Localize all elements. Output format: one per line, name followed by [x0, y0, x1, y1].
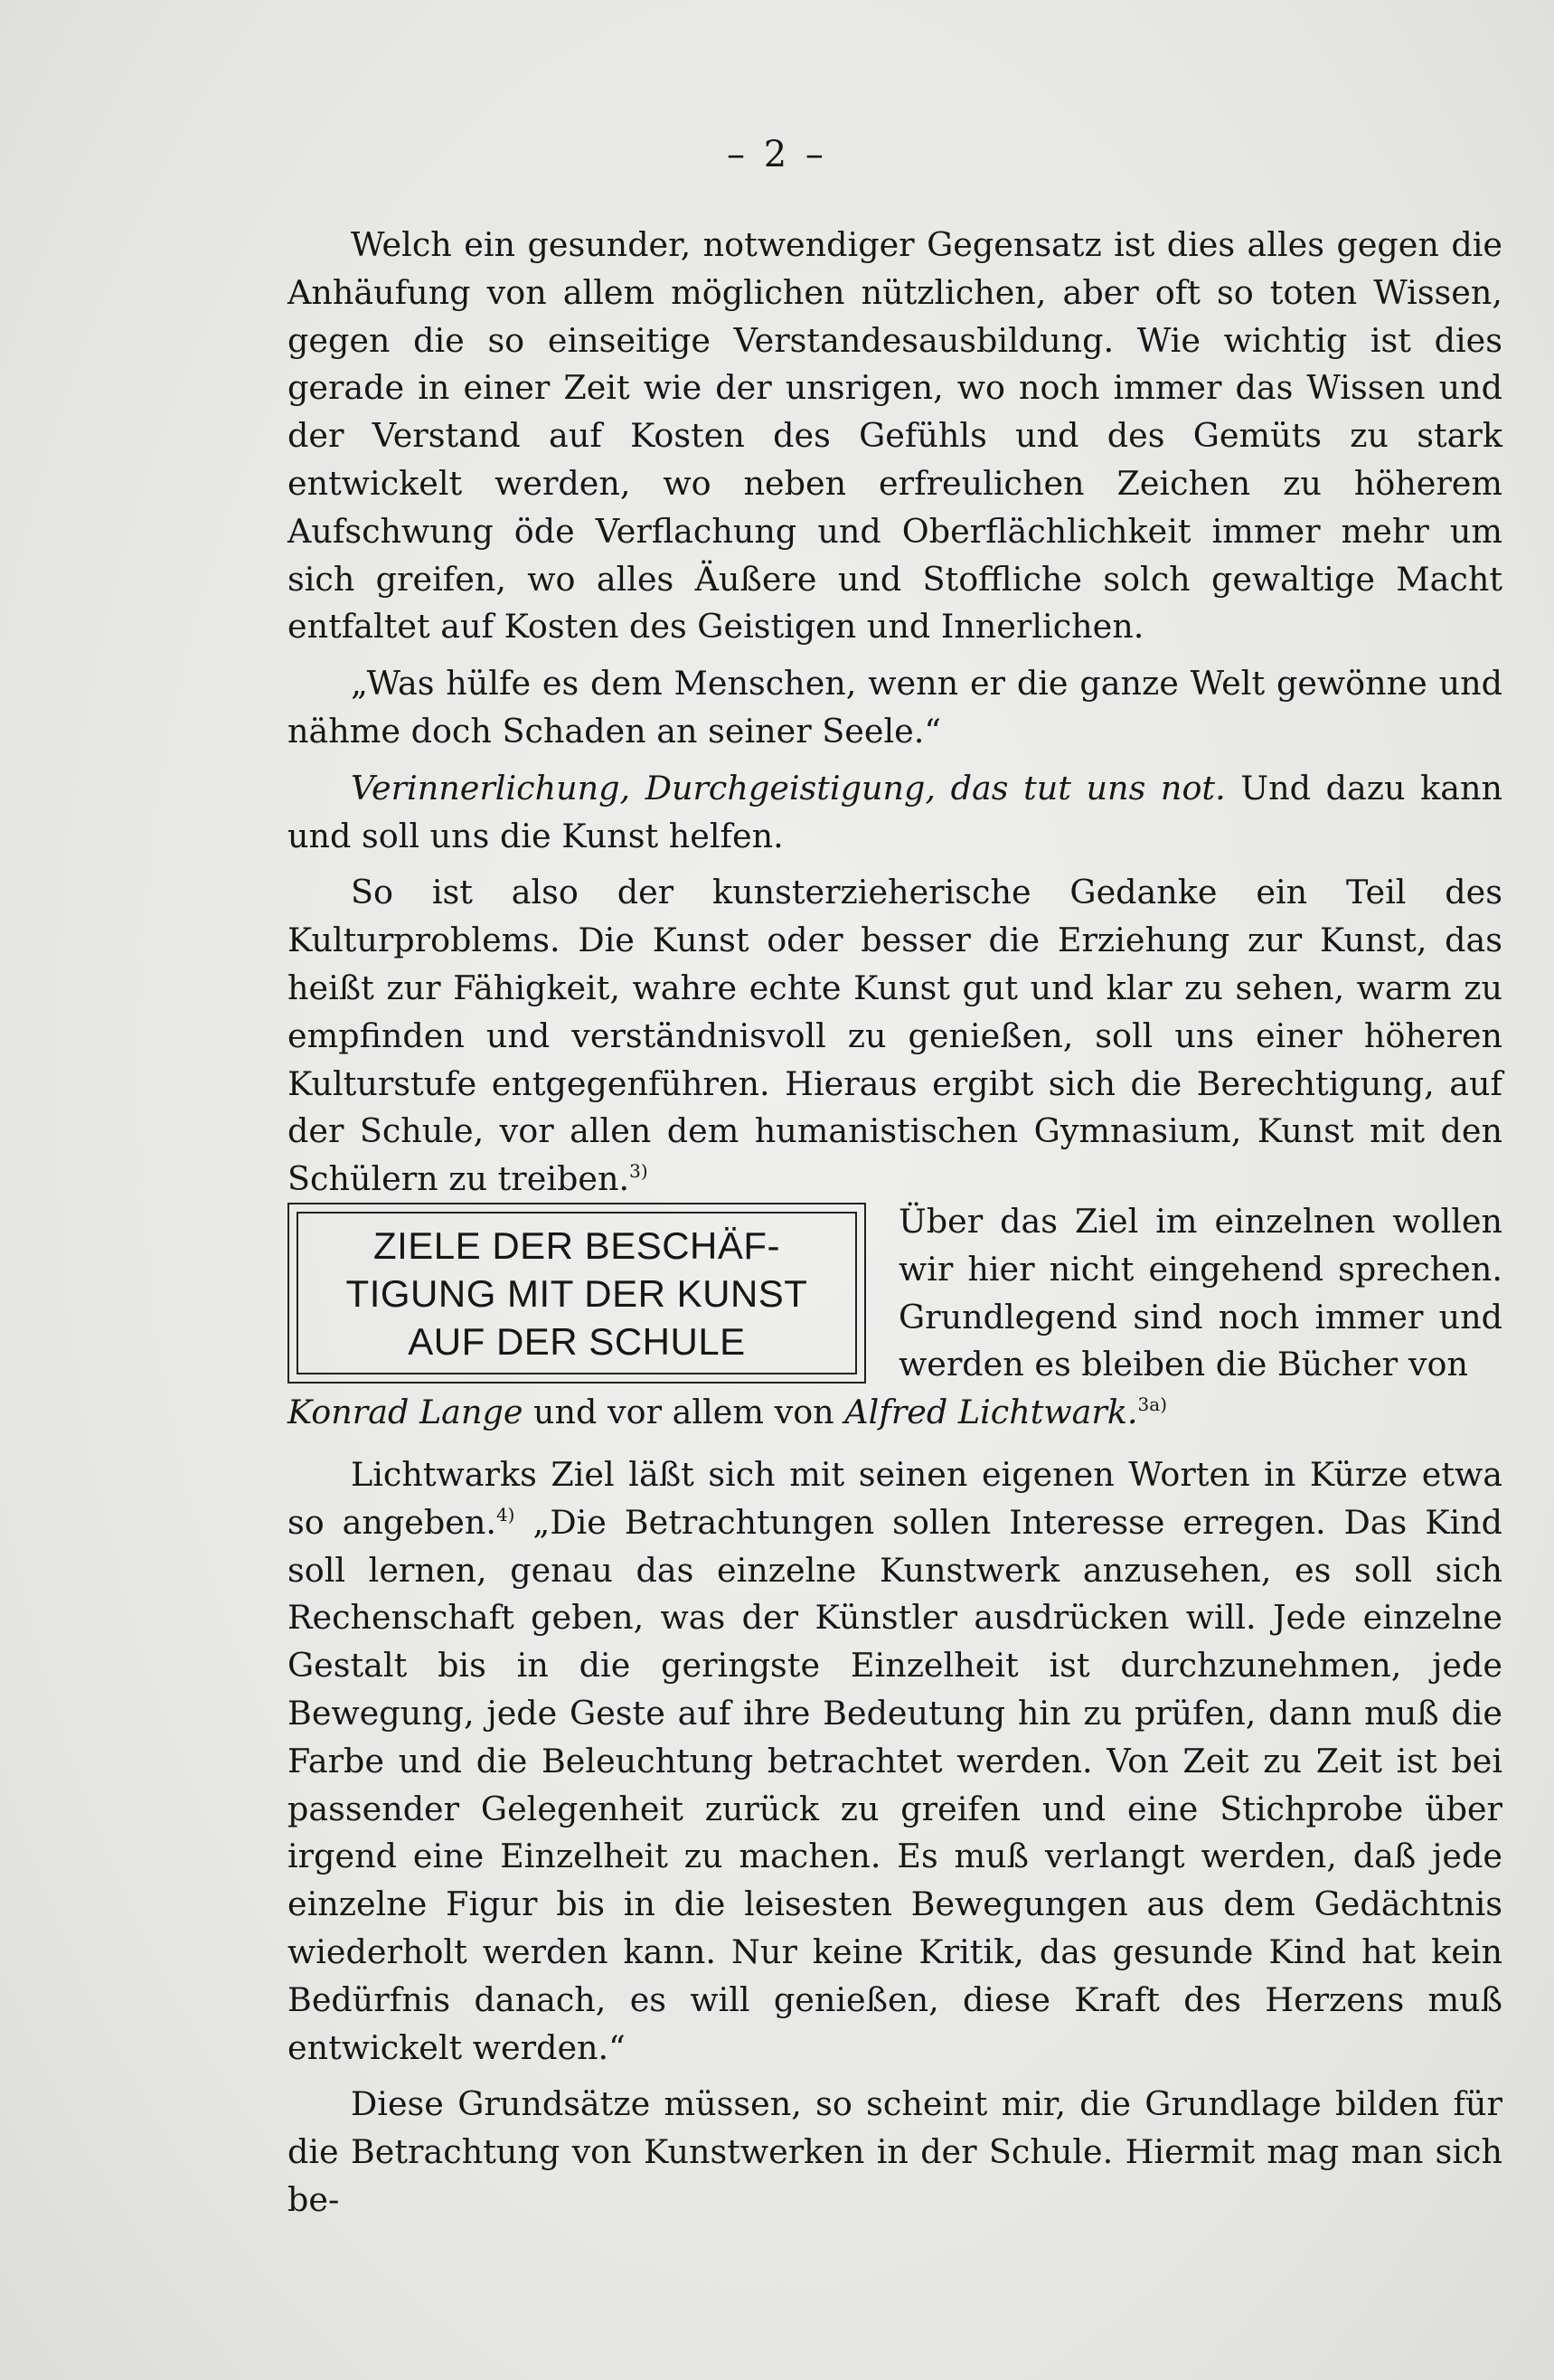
paragraph-kulturproblem [287, 869, 1502, 1204]
author-lichtwark: Alfred Lichtwark. [844, 1393, 1138, 1431]
section-heading-line: TIGUNG MIT DER KUNST [345, 1271, 808, 1315]
paragraph-authors [287, 1389, 1502, 1437]
paragraph-lichtwark-quote [287, 1451, 1502, 2072]
paragraph-lichtwark-quote-text: „Die Betrachtungen sollen Interesse erregen. Das Kind soll lernen, genau das einzelne Kunstwerk anzusehen, es soll sich Rechenschaft geben, was der Künstler ausdrücken will. Jede einzelne Gestalt bis in die geringste Einzelheit ist durchzunehmen, jede Bewegung, jede Geste auf ihre Bedeutung hin zu prüfen, dann muß die Farbe und die Beleuchtung betrachtet werden. Von Zeit zu Zeit ist bei passender Gelegenheit zurück zu greifen und eine Stichprobe über irgend eine Einzelheit zu machen. Es muß verlangt werden, daß jede einzelne Figur bis in die leisesten Bewegungen aus dem Gedächtnis wiederholt werden kann. Nur keine Kritik, das gesunde Kind hat kein Bedürfnis danach, es will genießen, diese Kraft des Herzens muß entwickelt werden.“ [287, 1502, 1503, 2067]
emphasis-verinnerlichung: Verinnerlichung, Durchgeistigung, das tut uns not. [351, 768, 1226, 808]
paragraph-ziel: Über das Ziel im einzelnen wollen wir hier nicht eingehend sprechen. Grundlegend sind noch immer und werden es bleiben die Bücher von [899, 1202, 1502, 1384]
paragraph-contrast: Welch ein gesunder, notwendiger Gegensatz ist dies alles gegen die Anhäufung von allem möglichen nützlichen, aber oft so toten Wissen, gegen die so einseitige Verstandesausbildung. Wie wichtig ist dies gerade in einer Zeit wie der unsrigen, wo noch immer das Wissen und der Verstand auf Kosten des Gefühls und des Gemüts zu stark entwickelt werden, wo neben erfreulichen Zeichen zu höherem Aufschwung öde Verflachung und Oberflächlichkeit immer mehr um sich greifen, wo alles Äußere und Stoffliche solch gewaltige Macht entfaltet auf Kosten des Geistigen und Innerlichen. [287, 225, 1502, 647]
paragraph-verinnerlichung-text: Und dazu kann und soll uns die Kunst helfen. [287, 768, 1503, 855]
body-text-bottom [287, 1442, 1502, 2224]
text-beside-heading [899, 1198, 1502, 1389]
paragraph-kulturproblem-text: So ist also der kunsterzieherische Gedanke ein Teil des Kulturproblems. Die Kunst oder besser die Erziehung zur Kunst, das heißt zur Fähigkeit, wahre echte Kunst gut und klar zu sehen, warm zu empfinden und verständnisvoll zu genießen, soll uns einer höheren Kulturstufe entgegenführen. Hieraus ergibt sich die Berechtigung, auf der Schule, vor allen dem humanistischen Gymnasium, Kunst mit den Schülern zu treiben. [287, 873, 1502, 1199]
section-heading-box [287, 1203, 866, 1384]
body-text-authors [287, 1389, 1502, 1437]
section-heading-line: ZIELE DER BESCHÄF- [372, 1223, 781, 1267]
paragraph-verinnerlichung [287, 765, 1502, 861]
section-heading-line: AUF DER SCHULE [408, 1319, 746, 1363]
paragraph-grundsaetze: Diese Grundsätze müssen, so scheint mir, die Grundlage bilden für die Betrachtung von Kunstwerken in der Schule. Hiermit mag man sich be- [287, 2084, 1502, 2219]
authors-connector: und vor allem von [523, 1393, 845, 1431]
section-heading-inner-frame [297, 1212, 857, 1374]
paragraph-lichtwark-intro: Lichtwarks Ziel läßt sich mit seinen eigenen Worten in Kürze etwa so angeben. [287, 1455, 1502, 1542]
paragraph-quote-bible: „Was hülfe es dem Menschen, wenn er die ganze Welt gewönne und nähme doch Schaden an seiner Seele.“ [287, 664, 1502, 751]
footnote-marker: 3) [629, 1160, 648, 1183]
footnote-marker: 4) [495, 1503, 515, 1525]
body-text-top [287, 222, 1502, 1204]
author-lange: Konrad Lange [287, 1393, 523, 1431]
page-number: – 2 – [727, 134, 827, 175]
footnote-marker: 3a) [1137, 1393, 1167, 1415]
